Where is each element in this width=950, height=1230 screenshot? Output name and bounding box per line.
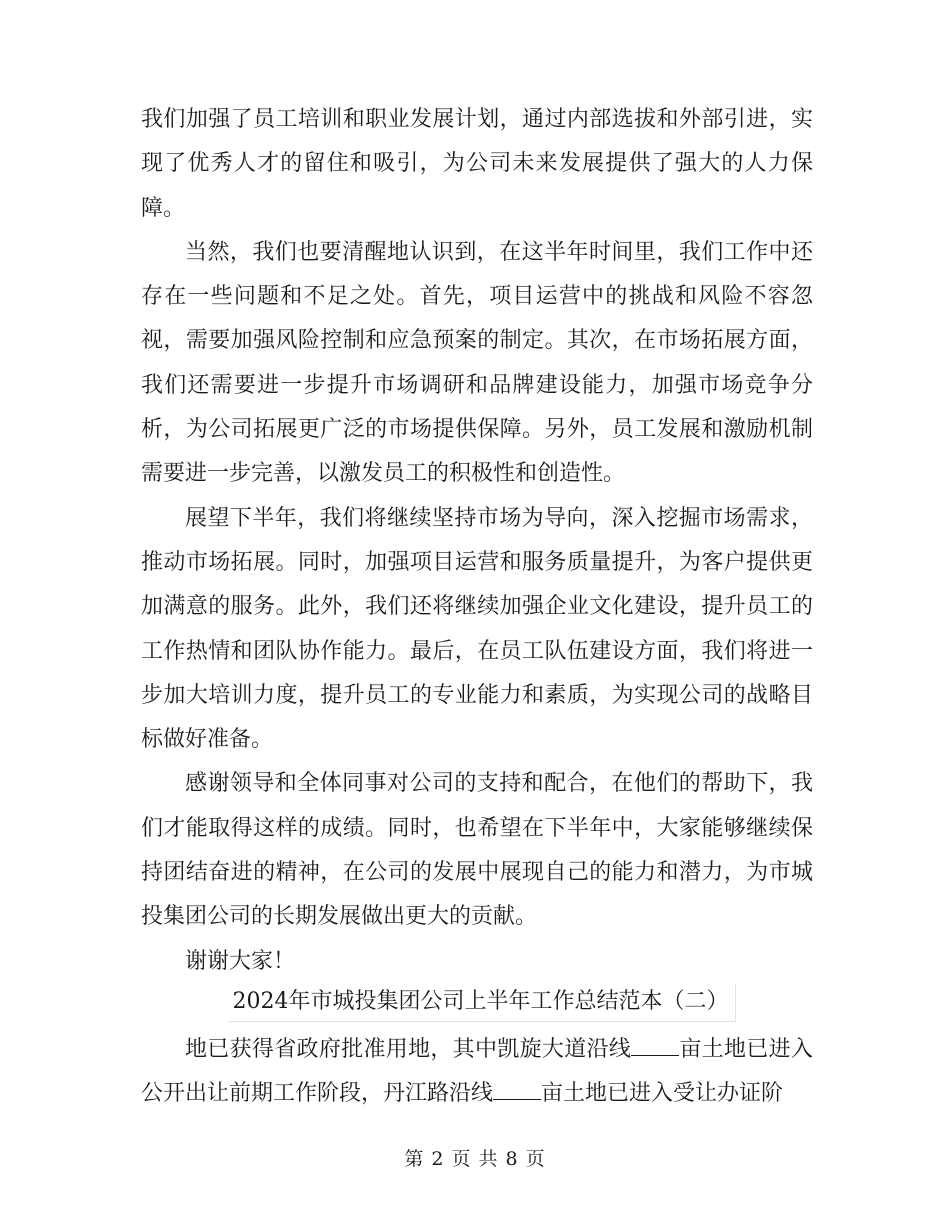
paragraph-thanks: 感谢领导和全体同事对公司的支持和配合，在他们的帮助下，我们才能取得这样的成绩。同时，也希望在下半年中，大家能够继续保持团结奋进的精神，在公司的发展中展现自己的能力和潜力，为市城投集团公司的长期发展做出更大的贡献。 [141, 771, 813, 930]
section-heading-wrap [141, 984, 813, 1028]
document-body [141, 98, 813, 1117]
fill-blank [631, 1037, 679, 1056]
paragraph-land-part3: 亩土地已进入受让办证阶 [541, 1081, 784, 1107]
paragraph-outlook: 展望下半年，我们将继续坚持市场为导向，深入挖掘市场需求，推动市场拓展。同时，加强项目运营和服务质量提升，为客户提供更加满意的服务。此外，我们还将继续加强企业文化建设，提升员工的工作热情和团队协作能力。最后，在员工队伍建设方面，我们将进一步加大培训力度，提升员工的专业能力和素质，为实现公司的战略目标做好准备。 [141, 505, 813, 753]
fill-blank [493, 1081, 541, 1100]
page-footer: 第 2 页 共 8 页 [404, 1148, 546, 1170]
closing-line: 谢谢大家！ [185, 948, 296, 974]
paragraph-issues: 当然，我们也要清醒地认识到，在这半年时间里，我们工作中还存在一些问题和不足之处。首先，项目运营中的挑战和风险不容忽视，需要加强风险控制和应急预案的制定。其次，在市场拓展方面，我们还需要进一步提升市场调研和品牌建设能力，加强市场竞争分析，为公司拓展更广泛的市场提供保障。另外，员工发展和激励机制需要进一步完善，以激发员工的积极性和创造性。 [141, 239, 813, 487]
paragraph-land-part1: 地已获得省政府批准用地，其中凯旋大道沿线 [185, 1036, 632, 1062]
paragraph-land-part2: 亩土地已进入公开出让前期工作阶段，丹江路沿线 [141, 1036, 813, 1107]
paragraph-continuation: 我们加强了员工培训和职业发展计划，通过内部选拔和外部引进，实现了优秀人才的留住和吸引，为公司未来发展提供了强大的人力保障。 [141, 107, 813, 221]
section-heading: 2024年市城投集团公司上半年工作总结范本（二） [229, 984, 736, 1022]
paragraph-land [141, 1028, 813, 1117]
